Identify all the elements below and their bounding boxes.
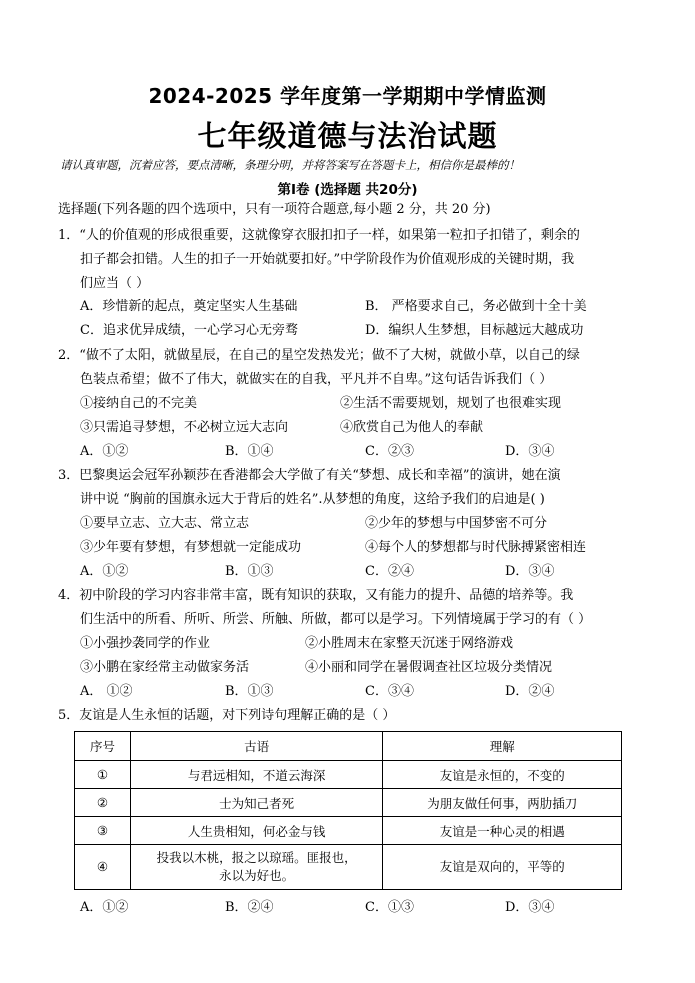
table-header-cell: 序号 [75,732,131,761]
q2-option-d: D．③④ [505,444,555,459]
q3-option-c: C．②④ [365,564,414,579]
q3-stem-line2: 讲中说 “胸前的国旗永远大于背后的姓名”.从梦想的角度，这给予我们的启迪是( ) [80,492,545,507]
q2-statement-4: ④欣赏自己为他人的奉献 [340,420,484,435]
q1-option-d: D．编织人生梦想，目标越远大越成功 [365,323,584,338]
q4-stem-line1: 4．初中阶段的学习内容非常丰富，既有知识的获取，又有能力的提升、品德的培养等。我 [58,588,574,603]
q1-option-b: B． 严格要求自己，务必做到十全十美 [365,299,587,314]
q3-option-a: A．①② [80,564,129,579]
table-cell-number: ③ [75,817,131,845]
q3-stem-line1: 3．巴黎奥运会冠军孙颖莎在香港都会大学做了有关“梦想、成长和幸福”的演讲，她在演 [58,468,561,483]
q2-option-c: C．②③ [365,444,414,459]
q1-option-c: C．追求优异成绩，一心学习心无旁骛 [80,323,298,338]
q1-option-a: A．珍惜新的起点，奠定坚实人生基础 [80,299,298,314]
exam-notice: 请认真审题，沉着应答，要点清晰，条理分明，并将答案写在答题卡上，相信你是最棒的！ [60,158,520,172]
q4-statement-3: ③小鹏在家经常主动做家务活 [80,660,250,675]
q1-stem-line2: 扣子都会扣错。人生的扣子一开始就要扣好。”中学阶段作为价值观形成的关键时期，我 [80,252,575,267]
q1-stem-line3: 们应当（ ） [80,276,150,291]
table-cell-number: ④ [75,845,131,890]
q4-statement-1: ①小强抄袭同学的作业 [80,636,211,651]
q3-option-b: B．①③ [225,564,274,579]
q3-statement-3: ③少年要有梦想，有梦想就一定能成功 [80,540,302,555]
table-cell-number: ② [75,789,131,817]
instructions: 选择题(下列各题的四个选项中，只有一项符合题意,每小题 2 分，共 20 分) [58,202,491,217]
q5-option-c: C．①③ [365,900,414,915]
q5-option-b: B．②④ [225,900,274,915]
table-row [75,845,622,890]
q5-option-a: A．①② [80,900,129,915]
q3-statement-1: ①要早立志、立大志、常立志 [80,516,250,531]
q3-option-d: D．③④ [505,564,555,579]
q4-stem-line2: 们生活中的所看、所听、所尝、所触、所做，都可以是学习。下列情境属于学习的有（ ） [80,612,592,627]
table-cell-quote: 士为知己者死 [130,789,383,817]
table-cell-meaning: 友谊是一种心灵的相遇 [383,817,622,845]
q3-statement-4: ④每个人的梦想都与时代脉搏紧密相连 [365,540,587,555]
table-header-cell: 古语 [130,732,383,761]
table-cell-quote: 人生贵相知，何必金与钱 [130,817,383,845]
q5-table [74,731,622,890]
exam-subject-title: 七年级道德与法治试题 [197,119,498,153]
q2-statement-1: ①接纳自己的不完美 [80,396,198,411]
table-header-row [75,732,622,761]
table-row [75,789,622,817]
q4-option-a: A． ①② [80,684,133,699]
quote-line-1: 投我以木桃，报之以琼瑶。匪报也， [156,850,357,865]
q2-option-a: A．①② [80,444,129,459]
table-cell-quote [130,845,383,890]
q3-statement-2: ②少年的梦想与中国梦密不可分 [365,516,548,531]
q2-option-b: B．①④ [225,444,274,459]
table-cell-quote: 与君远相知，不道云海深 [130,761,383,789]
table-header-cell: 理解 [383,732,622,761]
q5-stem-line1: 5．友谊是人生永恒的话题，对下列诗句理解正确的是（ ） [58,708,396,723]
table-cell-meaning: 为朋友做任何事，两肋插刀 [383,789,622,817]
q1-stem-line1: 1．“人的价值观的形成很重要，这就像穿衣服扣扣子一样，如果第一粒扣子扣错了，剩余的 [58,228,580,243]
exam-title: 2024-2025 学年度第一学期期中学情监测 [148,84,547,108]
table-row [75,817,622,845]
q2-stem-line2: 色装点希望；做不了伟大，就做实在的自我，平凡并不自卑。”这句话告诉我们（ ） [80,372,553,387]
table-row [75,761,622,789]
q2-stem-line1: 2．“做不了太阳，就做星辰，在自己的星空发热发光；做不了大树，就做小草，以自己的绿 [58,348,580,363]
table-cell-number: ① [75,761,131,789]
q2-statement-2: ②生活不需要规划，规划了也很难实现 [340,396,562,411]
section-heading: 第Ⅰ卷 (选择题 共20分) [277,182,418,198]
table-cell-meaning: 友谊是永恒的，不变的 [383,761,622,789]
table-cell-meaning: 友谊是双向的，平等的 [383,845,622,890]
quote-line-2: 永以为好也。 [219,868,295,883]
q4-statement-2: ②小胜周末在家整天沉迷于网络游戏 [305,636,514,651]
q4-option-b: B．①③ [225,684,274,699]
q4-option-d: D．②④ [505,684,555,699]
q2-statement-3: ③只需追寻梦想，不必树立远大志向 [80,420,289,435]
q4-option-c: C．③④ [365,684,414,699]
q4-statement-4: ④小丽和同学在暑假调查社区垃圾分类情况 [305,660,553,675]
q5-option-d: D．③④ [505,900,555,915]
